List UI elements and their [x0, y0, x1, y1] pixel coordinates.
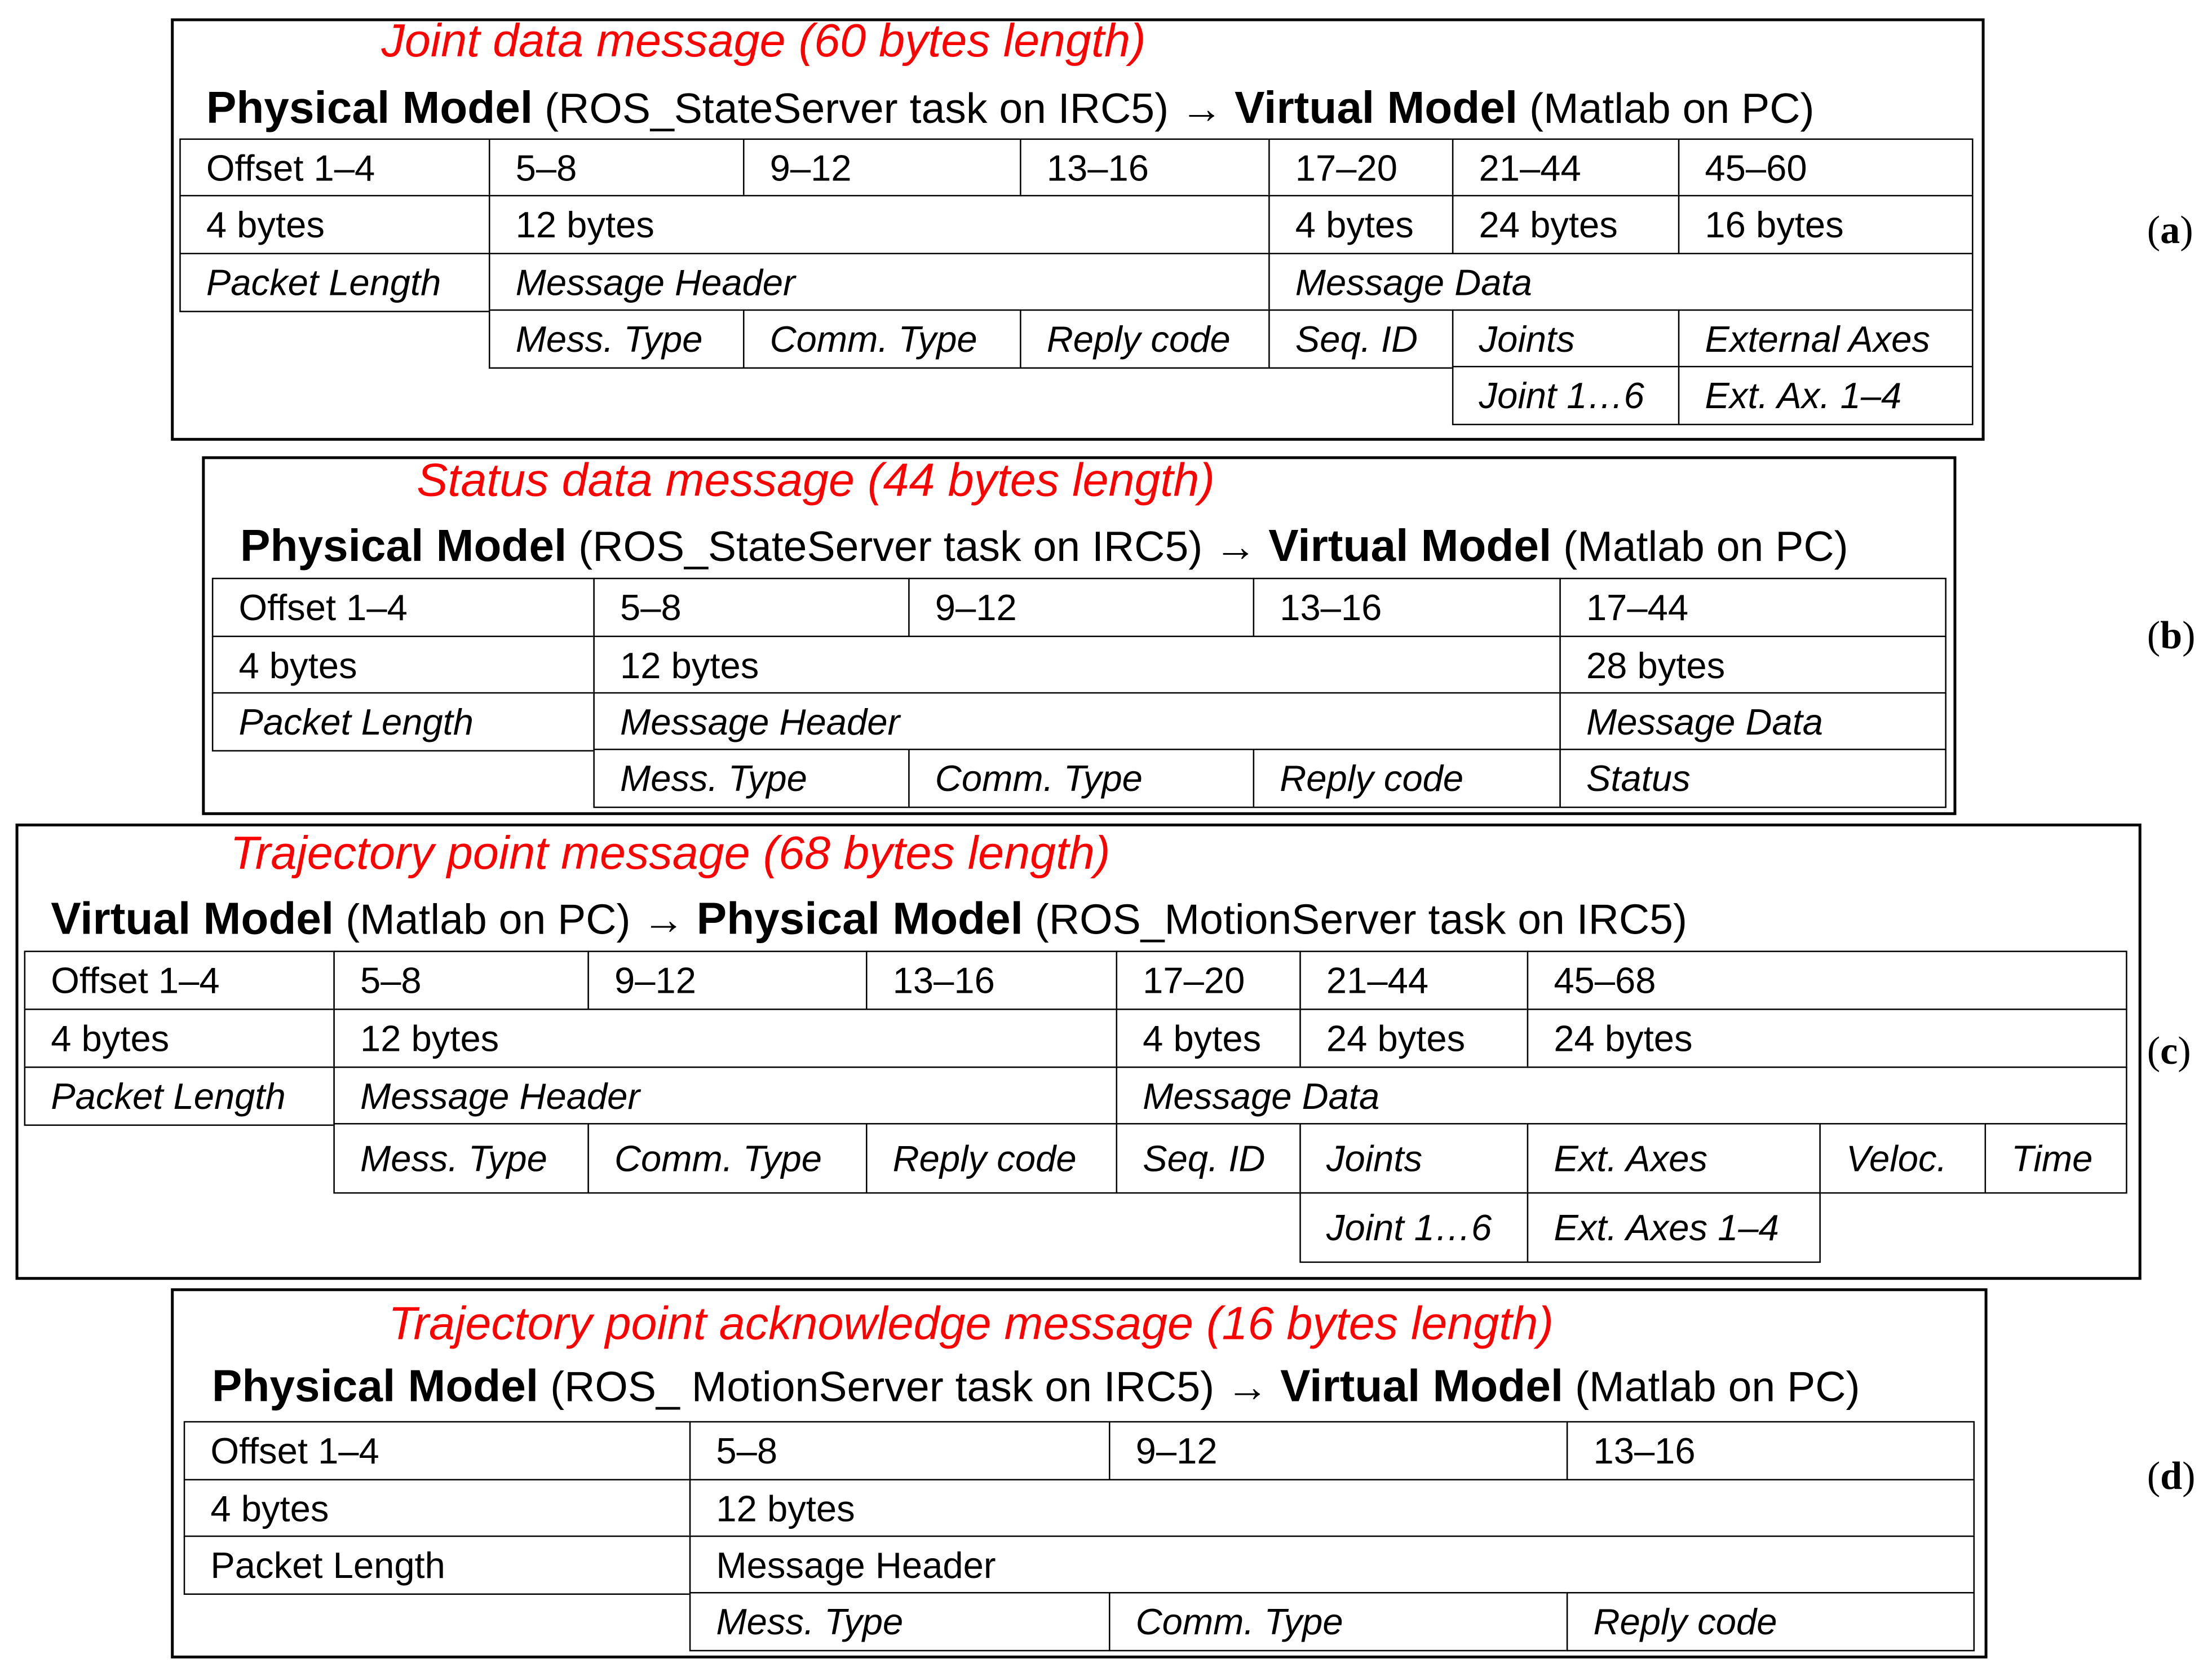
table-cell: Comm. Type — [908, 749, 1254, 808]
direction-to-note: (Matlab on PC) — [1563, 524, 1848, 571]
table-cell: Comm. Type — [743, 309, 1021, 369]
direction-to: Virtual Model — [1235, 82, 1518, 133]
table-cell: 28 bytes — [1559, 636, 1946, 695]
table-cell: Offset 1–4 — [24, 950, 335, 1010]
panel-label: (c) — [2147, 1029, 2191, 1074]
table-cell: Message Data — [1268, 253, 1973, 312]
direction-from-note: (ROS_StateServer task on IRC5) — [545, 86, 1169, 133]
direction-line — [206, 82, 1815, 133]
panel-label: (b) — [2147, 614, 2196, 658]
direction-to-note: (ROS_MotionServer task on IRC5) — [1034, 897, 1688, 944]
table-cell: 13–16 — [1253, 578, 1561, 637]
direction-arrow: → — [1226, 1364, 1269, 1412]
direction-line — [51, 892, 1688, 944]
direction-to-note: (Matlab on PC) — [1575, 1364, 1860, 1412]
direction-arrow: → — [1214, 524, 1257, 571]
table-cell: 16 bytes — [1678, 195, 1974, 254]
table-cell: 12 bytes — [489, 195, 1270, 254]
table-cell: 5–8 — [593, 578, 909, 637]
panel-label: (d) — [2147, 1454, 2196, 1499]
table-cell: Packet Length — [212, 692, 595, 751]
table-cell: 21–44 — [1452, 139, 1679, 198]
direction-to: Virtual Model — [1280, 1360, 1564, 1412]
table-cell: 4 bytes — [212, 636, 595, 695]
table-cell: 12 bytes — [333, 1009, 1117, 1068]
table-cell: 17–20 — [1268, 139, 1453, 198]
table-cell: Comm. Type — [1109, 1592, 1568, 1651]
table-cell: Reply code — [1020, 309, 1270, 369]
panel-label-letter: b — [2160, 614, 2183, 658]
direction-from-note: (Matlab on PC) — [346, 897, 631, 944]
table-cell: 45–60 — [1678, 139, 1974, 198]
table-cell: 9–12 — [1109, 1421, 1568, 1480]
table-cell: 17–44 — [1559, 578, 1946, 637]
table-cell: Comm. Type — [587, 1123, 867, 1193]
direction-from-note: (ROS_ MotionServer task on IRC5) — [550, 1364, 1215, 1412]
panel-title: Joint data message (60 bytes length) — [381, 14, 1146, 67]
table-cell: 12 bytes — [689, 1479, 1975, 1538]
table-cell: Reply code — [1567, 1592, 1975, 1651]
table-cell: Mess. Type — [593, 749, 909, 808]
table-cell: Seq. ID — [1116, 1123, 1301, 1193]
table-cell: Message Header — [593, 692, 1560, 751]
table-cell: 24 bytes — [1527, 1009, 2127, 1068]
table-cell: 5–8 — [489, 139, 745, 198]
table-cell: 4 bytes — [179, 195, 490, 254]
table-cell: 4 bytes — [184, 1479, 691, 1538]
table-cell: Reply code — [1253, 749, 1561, 808]
table-cell: Reply code — [866, 1123, 1117, 1193]
direction-to: Virtual Model — [1268, 520, 1552, 571]
table-cell: Joint 1…6 — [1452, 366, 1679, 425]
panel-title: Trajectory point acknowledge message (16 bytes length) — [388, 1297, 1554, 1349]
direction-arrow: → — [642, 897, 685, 944]
table-cell: Seq. ID — [1268, 309, 1453, 369]
table-cell: Message Data — [1559, 692, 1946, 751]
direction-from: Virtual Model — [51, 892, 334, 944]
panel-label-letter: a — [2160, 209, 2180, 253]
panel-title: Trajectory point message (68 bytes length) — [230, 826, 1111, 879]
table-cell: Veloc. — [1819, 1123, 1986, 1193]
table-cell: Mess. Type — [333, 1123, 589, 1193]
direction-from: Physical Model — [206, 82, 533, 133]
direction-line — [211, 1360, 1860, 1412]
panel-label: (a) — [2147, 209, 2193, 253]
table-cell: 9–12 — [587, 950, 867, 1010]
table-cell: Ext. Ax. 1–4 — [1678, 366, 1974, 425]
table-cell: Joints — [1299, 1123, 1528, 1193]
table-cell: 13–16 — [866, 950, 1117, 1010]
table-cell: 9–12 — [908, 578, 1254, 637]
table-cell: Offset 1–4 — [179, 139, 490, 198]
table-cell: Message Data — [1116, 1067, 2127, 1126]
table-cell: 4 bytes — [1116, 1009, 1301, 1068]
table-cell: 4 bytes — [1268, 195, 1453, 254]
direction-from: Physical Model — [240, 520, 567, 571]
table-cell: 45–68 — [1527, 950, 2127, 1010]
table-cell: Message Header — [489, 253, 1270, 312]
table-cell: 9–12 — [743, 139, 1021, 198]
panel-label-letter: c — [2160, 1029, 2178, 1074]
table-cell: Joint 1…6 — [1299, 1192, 1528, 1263]
table-cell: 13–16 — [1020, 139, 1270, 198]
table-cell: External Axes — [1678, 309, 1974, 369]
table-cell: 5–8 — [689, 1421, 1111, 1480]
direction-to: Physical Model — [696, 892, 1023, 944]
direction-to-note: (Matlab on PC) — [1529, 86, 1815, 133]
table-cell: Ext. Axes 1–4 — [1527, 1192, 1821, 1263]
table-cell: Status — [1559, 749, 1946, 808]
table-cell: Mess. Type — [689, 1592, 1111, 1651]
table-cell: Time — [1985, 1123, 2127, 1193]
table-cell: Packet Length — [24, 1067, 335, 1126]
table-cell: 24 bytes — [1452, 195, 1679, 254]
table-cell: 4 bytes — [24, 1009, 335, 1068]
table-cell: 5–8 — [333, 950, 589, 1010]
table-cell: Packet Length — [179, 253, 490, 312]
direction-line — [240, 520, 1848, 571]
table-cell: Mess. Type — [489, 309, 745, 369]
table-cell: 21–44 — [1299, 950, 1528, 1010]
table-cell: Joints — [1452, 309, 1679, 369]
table-cell: Packet Length — [184, 1536, 691, 1595]
table-cell: Message Header — [333, 1067, 1117, 1126]
table-cell: 12 bytes — [593, 636, 1560, 695]
panel-label-letter: d — [2160, 1454, 2183, 1499]
panel-title: Status data message (44 bytes length) — [417, 453, 1215, 506]
table-cell: 13–16 — [1567, 1421, 1975, 1480]
direction-from: Physical Model — [211, 1360, 539, 1412]
table-cell: Ext. Axes — [1527, 1123, 1821, 1193]
table-cell: 24 bytes — [1299, 1009, 1528, 1068]
direction-arrow: → — [1180, 86, 1223, 133]
table-cell: Offset 1–4 — [184, 1421, 691, 1480]
table-cell: Offset 1–4 — [212, 578, 595, 637]
direction-from-note: (ROS_StateServer task on IRC5) — [578, 524, 1203, 571]
table-cell: 17–20 — [1116, 950, 1301, 1010]
table-cell: Message Header — [689, 1536, 1975, 1595]
